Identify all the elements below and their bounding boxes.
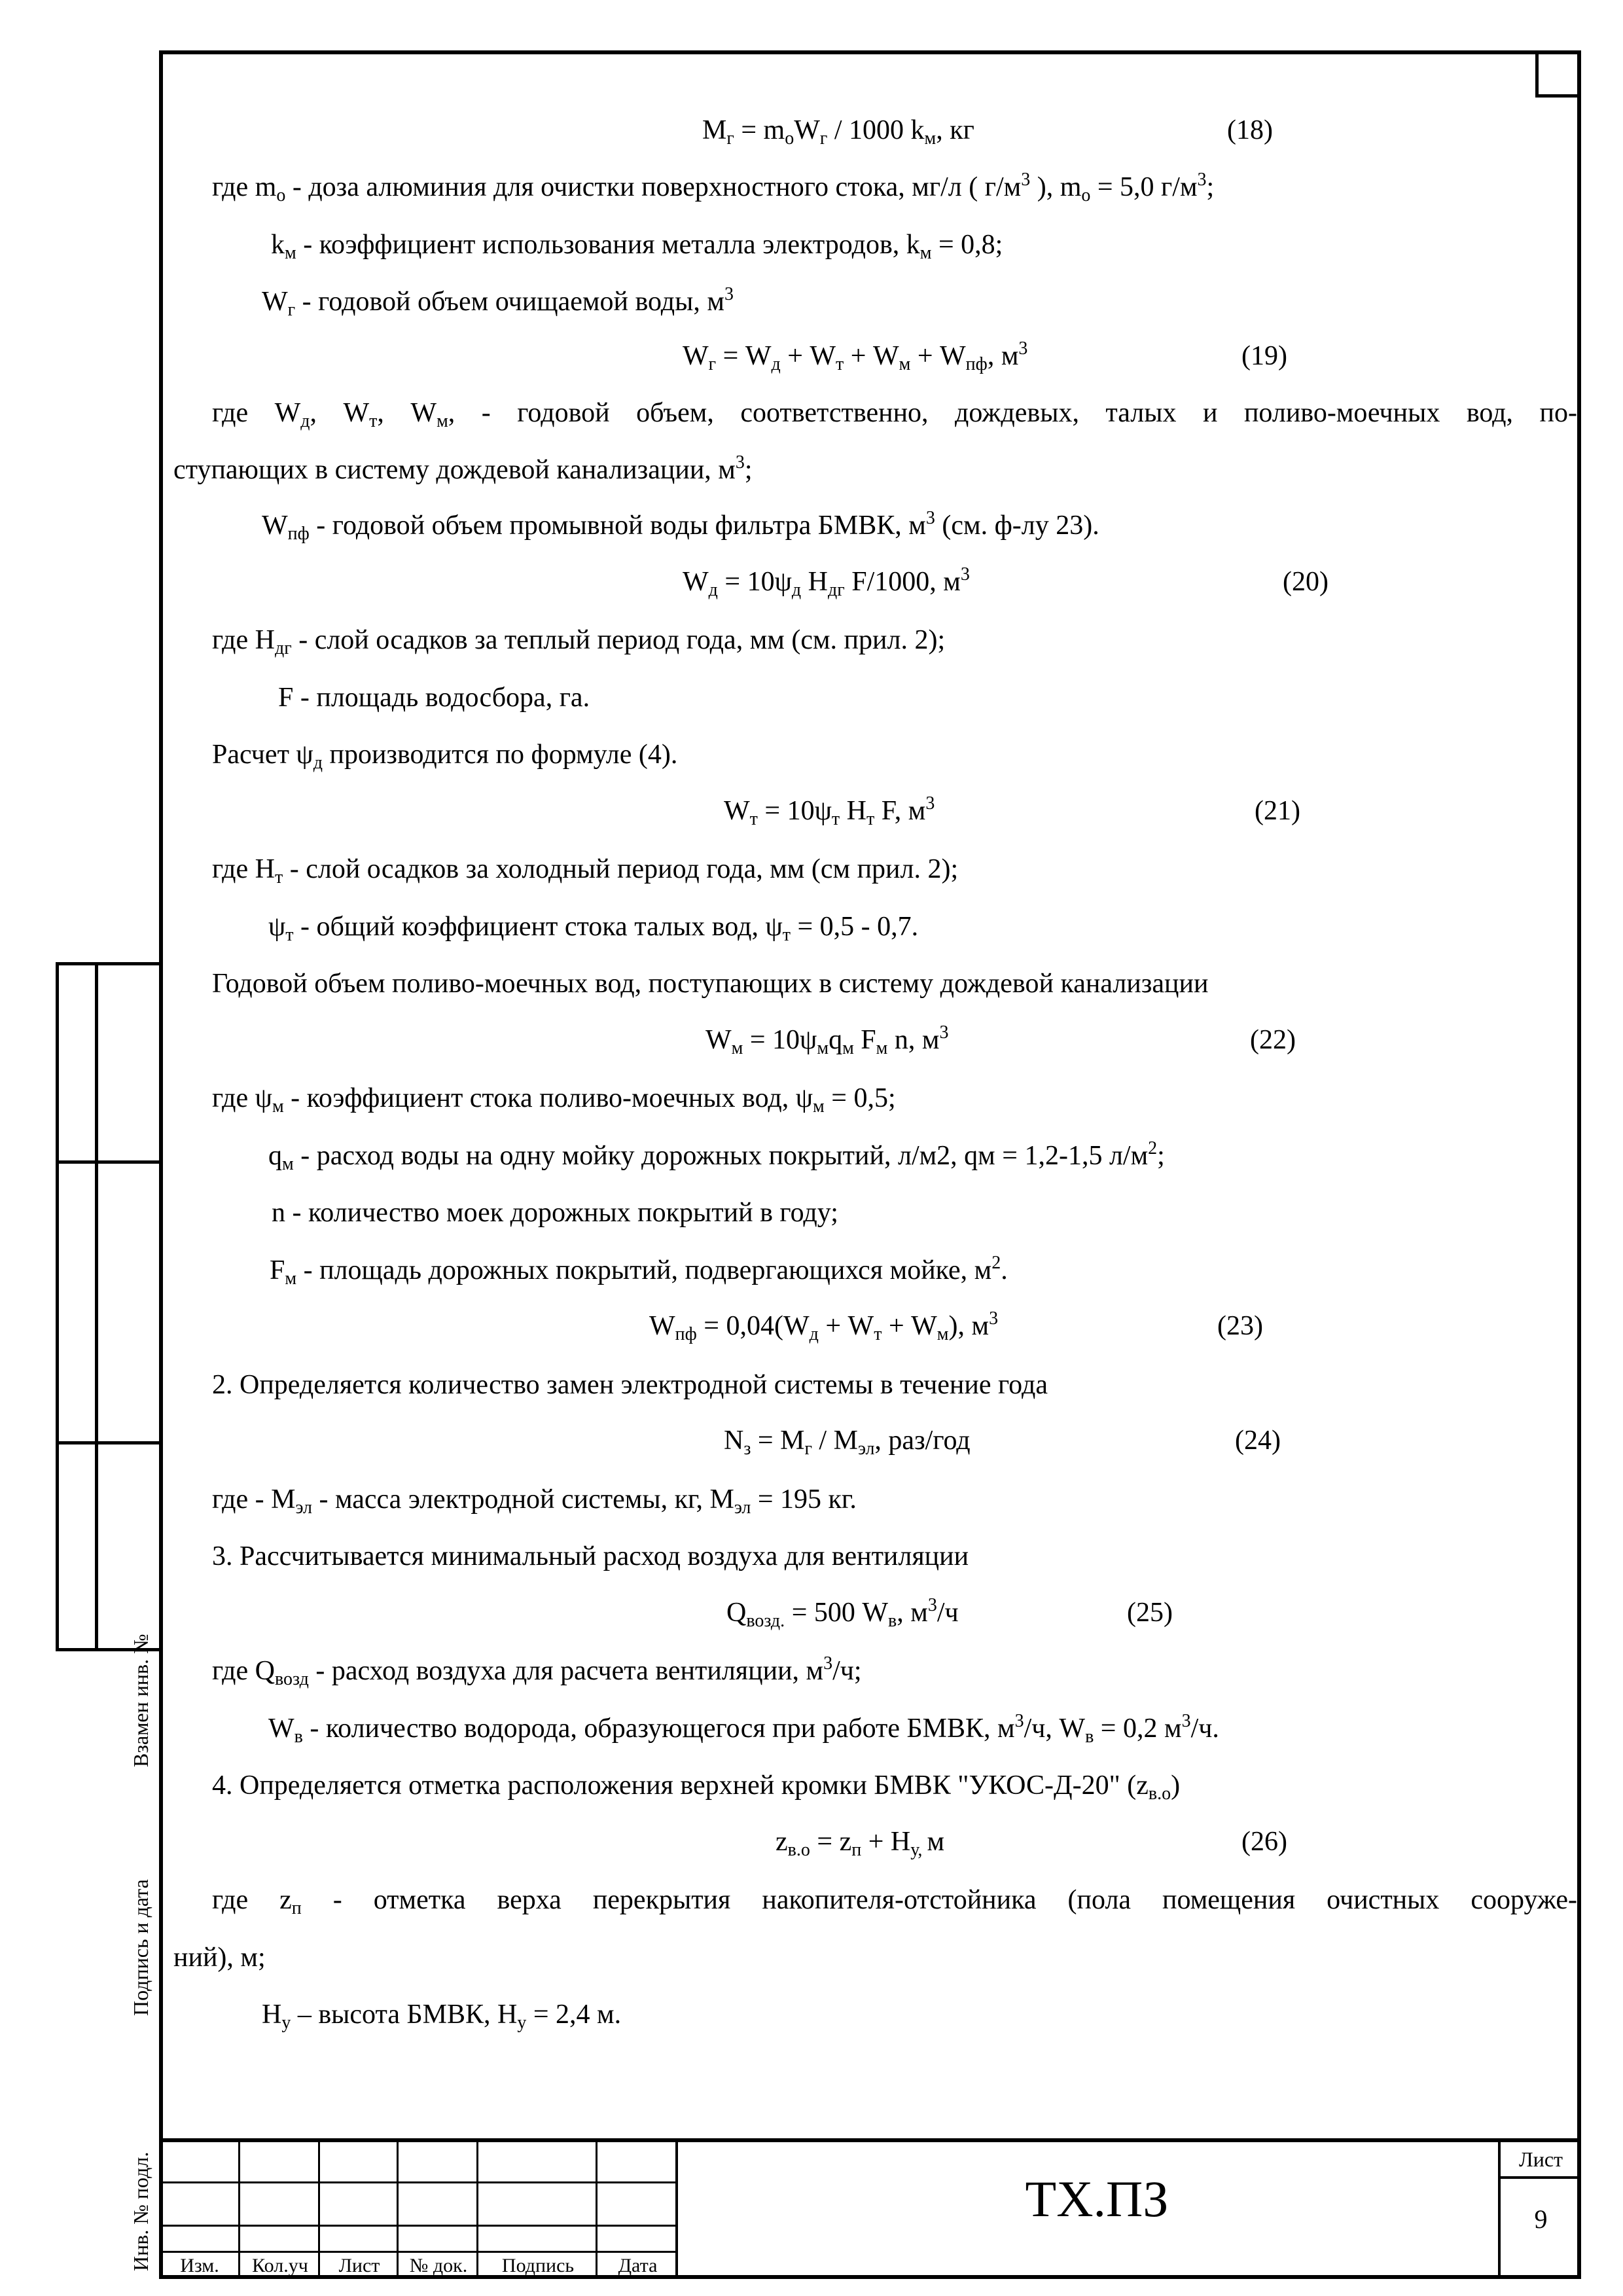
text-line: $W_г$ - годовой объем очищаемой воды, $м^3$ [262,284,734,320]
equation-number: (18) [1227,115,1273,145]
equation-20: $W_д = 10\psi_д$ $H_{дг}$ F/1000, $м^3$ [683,564,970,600]
side-box-divider [95,962,162,1651]
sheet-number: 9 [1534,2204,1548,2234]
equation-22: $W_м = 10\psi_мq_м$ $F_м$ n, $м^3$ [705,1022,949,1058]
text-line: где $m_o$ - доза алюминия для очистки поверхностного стока, мг/л ( $г/м^3$ ), $m_o = 5,0$ $г/м^3$; [212,170,1215,206]
col-header-date: Дата [618,2255,658,2276]
side-label-sign-date: Подпись и дата [129,1879,152,2016]
col-header-list: Лист [338,2255,380,2276]
equation-number: (25) [1127,1598,1173,1628]
text-line: $\psi_т$ - общий коэффициент стока талых вод, $\psi_т = 0,5 - 0,7$. [268,912,919,945]
equation-number: (22) [1250,1025,1296,1055]
text-line: где - $M_{эл}$ - масса электродной системы, кг, $M_{эл} = 195$ кг. [212,1484,857,1518]
text-line: 3. Рассчитывается минимальный расход воздуха для вентиляции [212,1541,969,1571]
text-line: n - количество моек дорожных покрытий в году; [272,1198,838,1228]
text-line: $W_в$ - количество водорода, образующегося при работе БМВК, $м^3/ч$, $W_в = 0,2$ $м^3/ч$. [268,1711,1219,1747]
col-header-doc-no: № док. [409,2255,468,2276]
text-line: где $H_{дг}$ - слой осадков за теплый период года, мм (см. прил. 2); [212,625,946,658]
text-line: ступающих в систему дождевой канализации, $м^3$; [173,452,753,485]
equation-21: $W_т = 10\psi_т$ $H_т$ F, $м^3$ [724,793,935,829]
equation-18: $M_г = m_oW_г / 1000$ $k_м$, кг [702,115,974,149]
equation-number: (21) [1255,796,1300,826]
equation-24: $N_з = M_г / M_{эл}$, раз/год [724,1426,971,1459]
stamp-row [159,2225,678,2227]
equation-number: (26) [1241,1827,1287,1857]
text-line: Расчет $\psi_д$ производится по формуле (4). [212,740,678,773]
side-line [56,1441,162,1444]
col-header-izm: Изм. [180,2255,219,2276]
col-header-signature: Подпись [501,2255,575,2276]
equation-25: $Q_{возд.} = 500$ $W_в$, $м^3/ч$ [726,1595,959,1631]
side-label-inv-orig: Инв. № подл. [129,2151,152,2271]
equation-number: (23) [1217,1311,1263,1341]
text-line: $q_м$ - расход воды на одну мойку дорожных покрытий, л/м2, qм = 1,2-1,5 $л/м^2$; [268,1138,1165,1174]
side-line [56,1160,162,1164]
text-line: F - площадь водосбора, га. [278,683,590,713]
sheet-label: Лист [1518,2147,1563,2171]
text-line: $H_у$ – высота БМВК, $H_у = 2,4$ м. [262,2000,622,2033]
text-line: где $Q_{возд}$ - расход воздуха для расчета вентиляции, $м^3/ч$; [212,1653,862,1689]
sheet-divider [1498,2176,1581,2179]
text-line: 2. Определяется количество замен электродной системы в течение года [212,1370,1048,1400]
text-line: где $W_д$, $W_т$, $W_м$, - годовой объем, соответственно, дождевых, талых и поливо-моечных вод, по- [212,398,1577,431]
side-label-replace: Взамен инв. № [129,1634,152,1767]
equation-number: (20) [1283,567,1329,597]
title-block [159,2138,1581,2279]
stamp-row [159,2251,678,2253]
equation-number: (19) [1241,341,1287,371]
corner-box [1535,50,1581,98]
stamp-row [159,2181,678,2183]
equation-23: $W_{пф} = 0,04(W_д + W_т + W_м)$, $м^3$ [649,1308,999,1344]
text-line: $F_м$ - площадь дорожных покрытий, подвергающихся мойке, $м^2$. [270,1253,1008,1289]
text-line: где $H_т$ - слой осадков за холодный период года, мм (см прил. 2); [212,854,959,888]
equation-26: $z_{в.о} = z_п + H_{у,}$ м [776,1827,945,1860]
equation-19: $W_г = W_д + W_т + W_м + W_{пф}$, $м^3$ [683,338,1028,374]
col-header-kol-uch: Кол.уч [252,2255,308,2276]
text-line: $W_{пф}$ - годовой объем промывной воды фильтра БМВК, $м^3$ (см. ф-лу 23). [262,508,1099,544]
text-line: где $z_п$ - отметка верха перекрытия накопителя-отстойника (пола помещения очистных сооруже- [212,1885,1577,1918]
side-strip [56,962,159,2279]
text-line: где $\psi_м$ - коэффициент стока поливо-моечных вод, $\psi_м = 0,5$; [212,1083,896,1117]
text-line: $k_м$ - коэффициент использования металла электродов, $k_м = 0,8$; [271,230,1003,263]
text-line: Годовой объем поливо-моечных вод, поступающих в систему дождевой канализации [212,969,1209,999]
text-line: ний), м; [173,1943,266,1973]
text-line: 4. Определяется отметка расположения верхней кромки БМВК "УКОС-Д-20" $(z_{в.о})$ [212,1770,1181,1804]
equation-number: (24) [1235,1426,1281,1456]
document-code: ТХ.ПЗ [1025,2170,1169,2227]
